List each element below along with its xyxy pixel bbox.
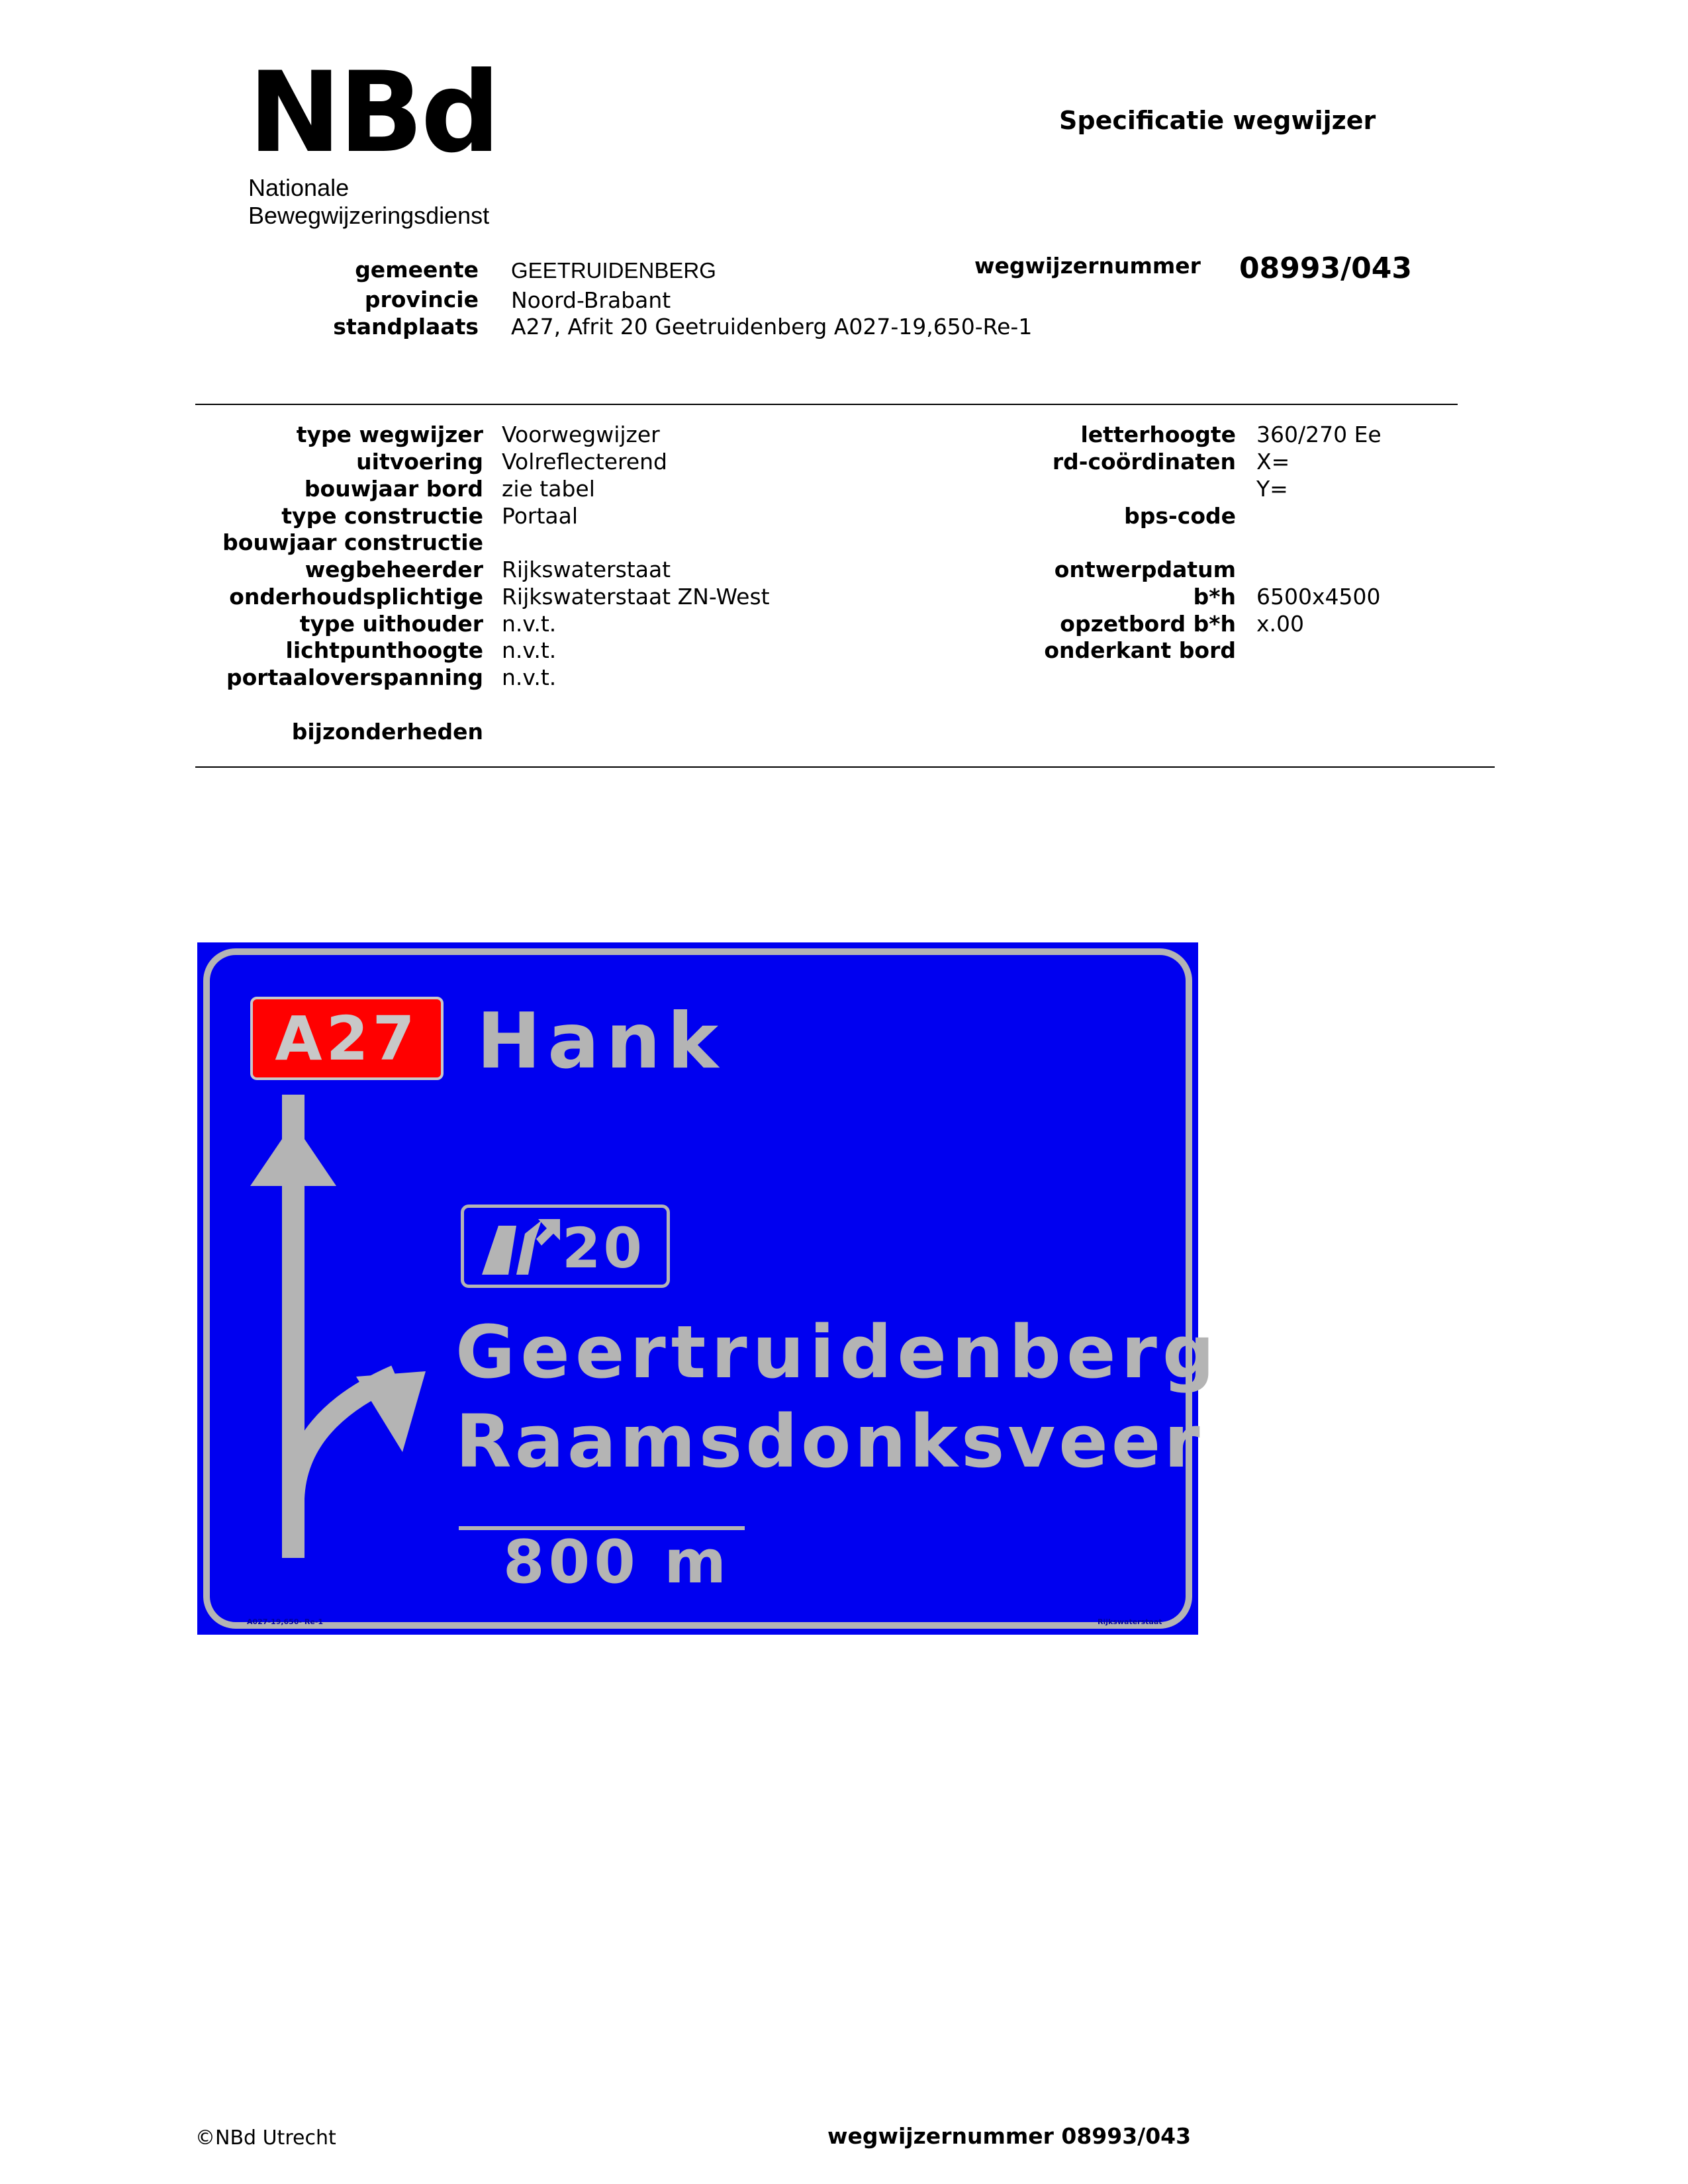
spec-value: Y= <box>1256 476 1288 502</box>
spec-label: opzetbord b*h <box>1060 611 1236 637</box>
sign-code: A027-19,650- Re-1 <box>247 1617 324 1626</box>
document-title: Specificatie wegwijzer <box>1059 106 1376 135</box>
footer-number: wegwijzernummer 08993/043 <box>827 2123 1192 2149</box>
destination-geertruidenberg: Geertruidenberg <box>455 1310 1220 1394</box>
spec-label: onderkant bord <box>1044 637 1236 663</box>
distance-label: 800 m <box>503 1527 730 1597</box>
wegwijzernummer-value: 08993/043 <box>1239 251 1412 285</box>
spec-label: uitvoering <box>356 449 483 475</box>
standplaats-value: A27, Afrit 20 Geetruidenberg A027-19,650-Re-1 <box>511 314 1033 340</box>
destination-hank: Hank <box>477 997 726 1086</box>
divider-bottom <box>195 766 1495 768</box>
gemeente-value: GEETRUIDENBERG <box>511 258 716 283</box>
spec-value: X= <box>1256 449 1290 475</box>
spec-value: Volreflecterend <box>502 449 667 475</box>
provincie-value: Noord-Brabant <box>511 287 671 313</box>
standplaats-label: standplaats <box>333 314 479 340</box>
logo-line-1: Nationale <box>248 174 350 201</box>
spec-label: portaaloverspanning <box>226 664 483 690</box>
nbd-logo <box>248 48 513 230</box>
spec-label: type constructie <box>281 503 483 529</box>
spec-label: type wegwijzer <box>296 422 483 447</box>
spec-label: rd-coördinaten <box>1052 449 1236 475</box>
footer-copyright: ©NBd Utrecht <box>195 2126 336 2150</box>
divider-top <box>195 404 1458 405</box>
destination-raamsdonksveer: Raamsdonksveer <box>455 1399 1203 1484</box>
route-shield-a27 <box>250 997 444 1080</box>
logo-line-2: Bewegwijzeringsdienst <box>248 202 490 229</box>
route-shield-label: A27 <box>275 1003 419 1074</box>
spec-value: Portaal <box>502 503 579 529</box>
spec-label: bijzonderheden <box>291 719 483 745</box>
spec-value: Rijkswaterstaat ZN-West <box>502 584 770 610</box>
exit-number: 20 <box>562 1216 645 1281</box>
spec-label: bouwjaar bord <box>304 476 483 502</box>
spec-label: wegbeheerder <box>305 557 483 582</box>
spec-label: lichtpunthoogte <box>285 637 483 663</box>
sign-owner: Rijkswaterstaat <box>1098 1617 1162 1626</box>
spec-value: n.v.t. <box>502 664 557 690</box>
exit-box <box>461 1205 670 1288</box>
spec-value: n.v.t. <box>502 611 557 637</box>
exit-arrow-head-icon <box>356 1371 426 1452</box>
gemeente-label: gemeente <box>355 257 479 283</box>
spec-label: bps-code <box>1124 503 1236 529</box>
logo-mark: NBd <box>248 48 498 177</box>
spec-label: b*h <box>1193 584 1236 610</box>
road-sign <box>197 942 1220 1635</box>
spec-value: n.v.t. <box>502 637 557 663</box>
spec-value: zie tabel <box>502 476 595 502</box>
spec-value: x.00 <box>1256 611 1305 637</box>
spec-value: 360/270 Ee <box>1256 422 1382 447</box>
spec-label: type uithouder <box>299 611 483 637</box>
provincie-label: provincie <box>364 287 479 312</box>
spec-value: 6500x4500 <box>1256 584 1381 610</box>
spec-label: letterhoogte <box>1080 422 1236 447</box>
spec-label: bouwjaar constructie <box>222 529 483 555</box>
spec-label: onderhoudsplichtige <box>229 584 483 610</box>
wegwijzernummer-label: wegwijzernummer <box>974 253 1201 279</box>
spec-label: ontwerpdatum <box>1054 557 1236 582</box>
spec-value: Voorwegwijzer <box>502 422 660 447</box>
spec-value: Rijkswaterstaat <box>502 557 671 582</box>
